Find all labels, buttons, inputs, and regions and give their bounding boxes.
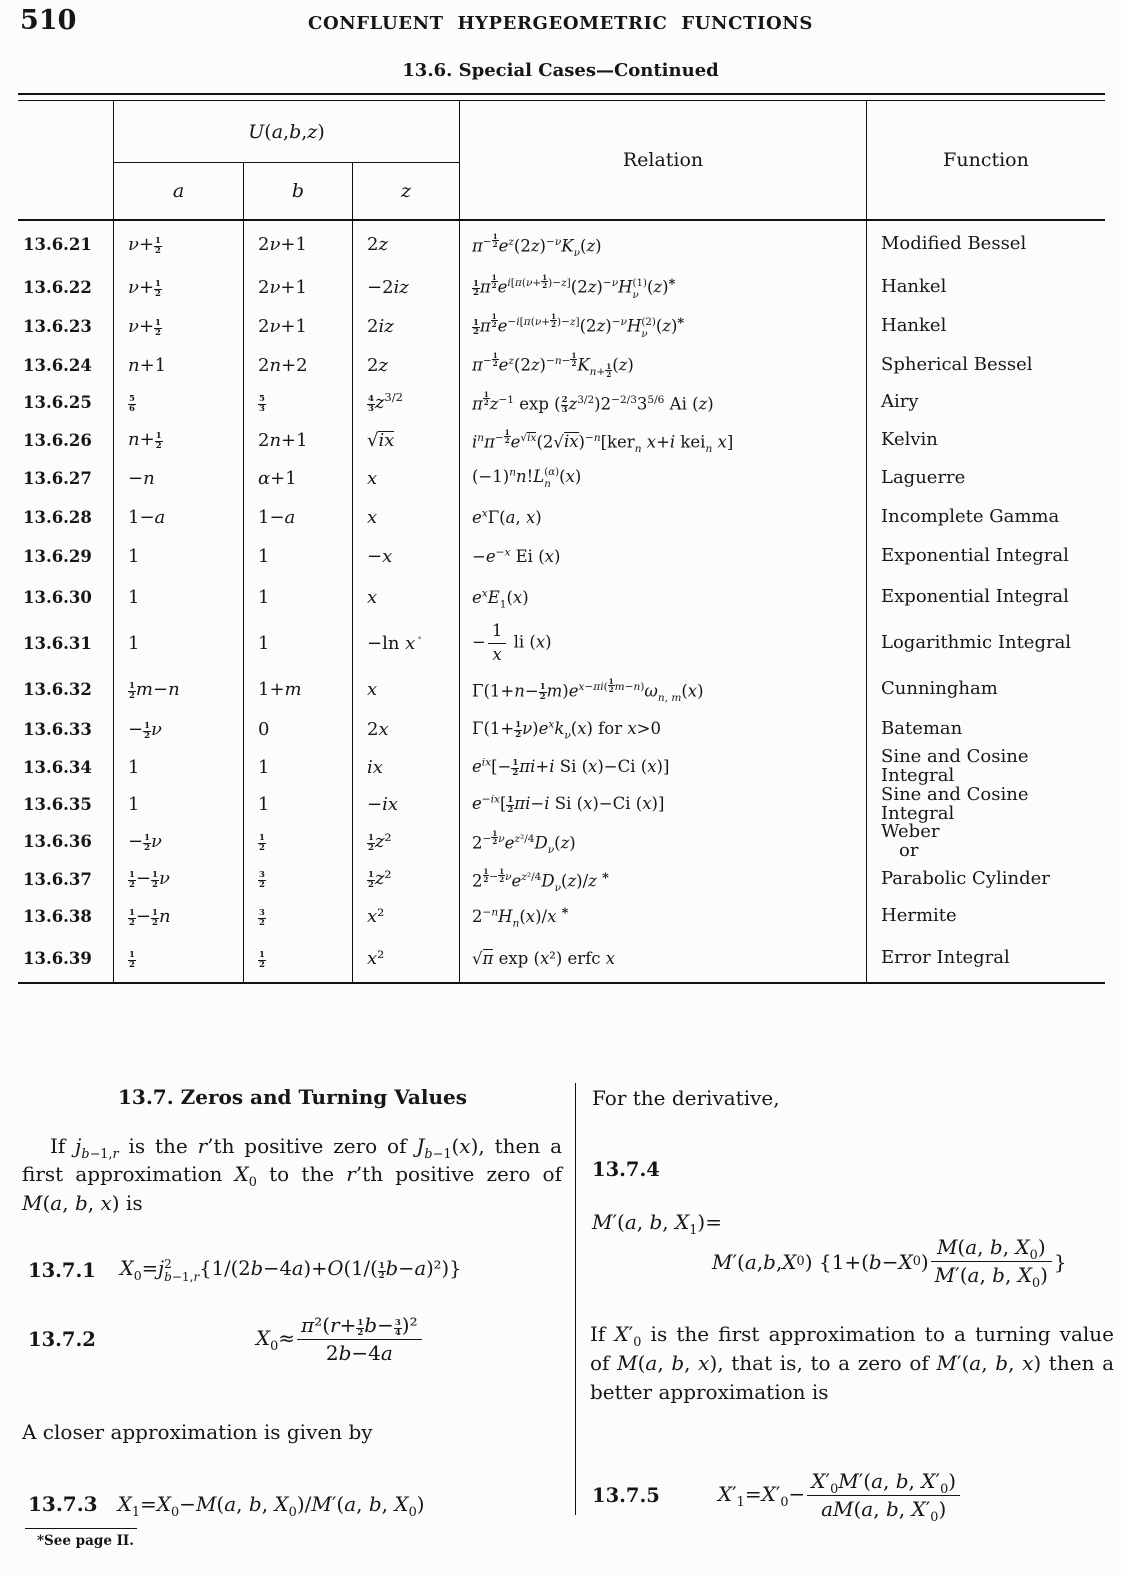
- function-cell: Kelvin: [866, 421, 1105, 459]
- relation-cell: √π exp (x²) erfc x: [459, 935, 866, 982]
- entry-number: 13.6.37: [23, 869, 92, 889]
- param-b-cell: $\frac{1}{2}$: [243, 935, 352, 982]
- equation-label: 13.7.3: [28, 1492, 98, 1516]
- param-z-cell: 2iz: [352, 307, 459, 346]
- section-13-7-paragraph-3: If $X'_0$ is the first approximation to a turning value of M(a, b, x), that is, to a zero of M′(a, b, x) then a better approximation is: [590, 1322, 1115, 1404]
- function-cell: Hermite: [866, 898, 1105, 935]
- param-a-cell: ν+ $\frac{1}{2}$: [113, 268, 243, 307]
- column-header-u-abz: U ( a , b , z ): [113, 101, 459, 163]
- param-b-cell: α+1: [243, 459, 352, 498]
- entry-number: 13.6.32: [23, 680, 92, 699]
- param-z-cell: $\frac{1}{2}$ z²: [352, 860, 459, 898]
- function-cell: Sine and Cosine Integral: [866, 748, 1105, 786]
- equation-formula: $X_0=j$ 2 b−1,r {1/(2b−4a)+O(1/( $\frac{1}{2}$ b−a)²)}: [119, 1256, 462, 1285]
- param-z-cell: −ln x °: [352, 619, 459, 668]
- table-caption: 13.6. Special Cases—Continued: [402, 60, 719, 81]
- entry-number: 13.6.31: [23, 634, 92, 653]
- relation-cell: $\pi^{- \frac{1}{2}}$ $e^z(2z)^{-n- \frac{1}{2}}$ $K_{n+ \frac{1}{2}}$ (z): [459, 346, 866, 384]
- param-z-cell: −x: [352, 537, 459, 576]
- relation-cell: $\frac{1}{2}$ π $^{\frac{1}{2}}$ $e^{i[\pi(\nu+ \frac{1}{2} )-z]}(2z)^{-\nu}H$ (1) ν (z)*: [459, 268, 866, 307]
- param-z-cell: 2z: [352, 346, 459, 384]
- footnote: *See page II.: [37, 1533, 134, 1549]
- relation-cell: $i^n\pi^{- \frac{1}{2}}$ $e^{√ix}(2√ix)^{-n}[ker_n$ x+i kei$_n$ x]: [459, 421, 866, 459]
- column-header-z: z: [352, 163, 459, 219]
- relation-cell: $2^{-n}H_n(x)/x$ *: [459, 898, 866, 935]
- param-b-cell: 2n+2: [243, 346, 352, 384]
- column-header-relation: Relation: [459, 101, 866, 219]
- param-b-cell: 1: [243, 786, 352, 823]
- section-13-7-paragraph-1: If $j_{b-1,r}$ is the r’th positive zero of $J_{b-1}(x)$, then a first approximation $X_0$ to the r’th positive zero of M(a, b, x) is: [22, 1134, 563, 1215]
- param-a-cell: 1: [113, 748, 243, 786]
- param-a-cell: ν+ $\frac{1}{2}$: [113, 307, 243, 346]
- table-body: [18, 221, 1105, 984]
- param-z-cell: −2iz: [352, 268, 459, 307]
- equation-formula: $X_1=X_0-M(a$, b, $X_0)/M'(a$, b, $X_0$): [117, 1492, 425, 1520]
- function-cell: Incomplete Gamma: [866, 498, 1105, 537]
- relation-cell: $2^{- \frac{1}{2} \nu}e^{z^2/4}D_\nu(z)$: [459, 823, 866, 860]
- equation-13-7-5: [592, 1468, 962, 1523]
- derivative-intro: For the derivative,: [592, 1086, 780, 1110]
- relation-cell: $e^x\Gamma(a$, x): [459, 498, 866, 537]
- entry-number: 13.6.28: [23, 508, 92, 527]
- equation-label: 13.7.2: [28, 1328, 96, 1351]
- function-cell: Parabolic Cylinder: [866, 860, 1105, 898]
- equation-13-7-3: [28, 1492, 425, 1520]
- param-z-cell: x²: [352, 898, 459, 935]
- relation-cell: $e^xE_1(x)$: [459, 576, 866, 619]
- equation-formula: $X_0\approx$ π²(r+ $\frac{1}{2}$ b− $\frac{3}{4}$ )² 2b−4a: [256, 1312, 424, 1367]
- entry-number: 13.6.23: [23, 317, 92, 336]
- param-b-cell: 1−a: [243, 498, 352, 537]
- relation-cell: π $^{\frac{1}{2}}$ $z^{-1}$ exp ( $\frac{2}{3}$ $z^{3/2})2^{-2/3}3^{5/6}$ Ai (z): [459, 384, 866, 421]
- function-cell: Spherical Bessel: [866, 346, 1105, 384]
- param-z-cell: ix: [352, 748, 459, 786]
- param-z-cell: 2x: [352, 711, 459, 748]
- param-b-cell: 2ν+1: [243, 307, 352, 346]
- param-a-cell: 1: [113, 537, 243, 576]
- entry-number: 13.6.27: [23, 469, 92, 488]
- equation-label: 13.7.5: [592, 1484, 660, 1507]
- special-cases-table: [18, 93, 1105, 984]
- function-cell: Airy: [866, 384, 1105, 421]
- column-header-a: a: [113, 163, 243, 219]
- relation-cell: $e^{-ix}$[ $\frac{1}{2}$ πi−i Si (x)−Ci (x)]: [459, 786, 866, 823]
- section-13-7-paragraph-2: A closer approximation is given by: [22, 1420, 373, 1444]
- param-z-cell: $\frac{1}{2}$ z²: [352, 823, 459, 860]
- function-cell: Sine and Cosine Integral: [866, 786, 1105, 823]
- param-b-cell: 0: [243, 711, 352, 748]
- section-13-7-heading: 13.7. Zeros and Turning Values: [117, 1085, 468, 1109]
- param-a-cell: ν+ $\frac{1}{2}$: [113, 221, 243, 268]
- param-b-cell: $\frac{3}{2}$: [243, 860, 352, 898]
- param-a-cell: 1: [113, 786, 243, 823]
- param-b-cell: 2ν+1: [243, 268, 352, 307]
- entry-number: 13.6.21: [23, 235, 92, 254]
- param-z-cell: x: [352, 498, 459, 537]
- param-z-cell: x: [352, 576, 459, 619]
- param-b-cell: 1: [243, 619, 352, 668]
- entry-number: 13.6.36: [23, 832, 92, 851]
- entry-number: 13.6.29: [23, 547, 92, 566]
- relation-cell: $-e^{-x}$ Ei (x): [459, 537, 866, 576]
- function-cell: Error Integral: [866, 935, 1105, 982]
- relation-cell: $\pi^{- \frac{1}{2}}$ $e^z(2z)^{-\nu}K_\nu(z)$: [459, 221, 866, 268]
- footnote-rule: [25, 1528, 137, 1529]
- param-a-cell: $\frac{5}{6}$: [113, 384, 243, 421]
- param-a-cell: n+ $\frac{1}{2}$: [113, 421, 243, 459]
- entry-number: 13.6.34: [23, 757, 92, 777]
- param-a-cell: $\frac{1}{2}$: [113, 935, 243, 982]
- param-a-cell: 1: [113, 576, 243, 619]
- entry-number: 13.6.25: [23, 393, 92, 412]
- column-header-function: Function: [866, 101, 1105, 219]
- equation-formula: $X'_1=X'_0-$ $\frac{X'_0M'(a, b, X'_0)}{aM(a, b, X'_0)}$: [718, 1468, 962, 1523]
- param-a-cell: $\frac{1}{2}$ − $\frac{1}{2}$ n: [113, 898, 243, 935]
- param-b-cell: 2ν+1: [243, 221, 352, 268]
- relation-cell: Γ(1+n− $\frac{1}{2}$ $m)e^{x-\pi i( \frac{1}{2} m-n)}\omega_{n, m}(x)$: [459, 668, 866, 711]
- function-cell: Exponential Integral: [866, 537, 1105, 576]
- function-cell: Cunningham: [866, 668, 1105, 711]
- relation-cell: Γ(1+ $\frac{1}{2}$ $\nu)e^xk_\nu(x)$ for x>0: [459, 711, 866, 748]
- param-z-cell: √ix: [352, 421, 459, 459]
- param-b-cell: 1: [243, 576, 352, 619]
- function-cell: Modified Bessel: [866, 221, 1105, 268]
- column-header-b: b: [243, 163, 352, 219]
- running-title: CONFLUENT HYPERGEOMETRIC FUNCTIONS: [308, 13, 813, 34]
- page-number: 510: [20, 5, 77, 36]
- function-cell: Hankel: [866, 307, 1105, 346]
- param-b-cell: 2n+1: [243, 421, 352, 459]
- param-z-cell: −ix: [352, 786, 459, 823]
- relation-cell: − $\frac{1}{x}$ li (x): [459, 619, 866, 668]
- entry-number: 13.6.22: [23, 278, 92, 297]
- relation-cell: $e^{ix}[-$ $\frac{1}{2}$ πi+i Si (x)−Ci (x)]: [459, 748, 866, 786]
- param-b-cell: 1: [243, 537, 352, 576]
- param-b-cell: $\frac{3}{2}$: [243, 898, 352, 935]
- param-a-cell: −n: [113, 459, 243, 498]
- table-header: [18, 101, 1105, 221]
- column-divider: [575, 1083, 576, 1515]
- entry-number: 13.6.24: [23, 355, 92, 375]
- function-cell: Bateman: [866, 711, 1105, 748]
- relation-cell: $\frac{1}{2}$ π $^{\frac{1}{2}}$ $e^{-i[\pi(\nu+ \frac{1}{2} )-z]}(2z)^{-\nu}H$ (2) ν (z)*: [459, 307, 866, 346]
- param-z-cell: x²: [352, 935, 459, 982]
- equation-13-7-4-label: 13.7.4: [592, 1158, 660, 1181]
- param-z-cell: 2z: [352, 221, 459, 268]
- param-b-cell: $\frac{1}{2}$: [243, 823, 352, 860]
- param-a-cell: n+1: [113, 346, 243, 384]
- equation-13-7-4-line1: M′(a, b, $X_1)=$: [592, 1210, 722, 1238]
- entry-number: 13.6.38: [23, 907, 92, 926]
- param-a-cell: − $\frac{1}{2}$ ν: [113, 711, 243, 748]
- param-z-cell: $\frac{4}{3}$ $z^{3/2}$: [352, 384, 459, 421]
- table-top-rule: [18, 93, 1105, 101]
- param-z-cell: x: [352, 459, 459, 498]
- param-b-cell: 1+m: [243, 668, 352, 711]
- param-a-cell: 1−a: [113, 498, 243, 537]
- function-cell: Weber or: [866, 823, 1105, 860]
- equation-label: 13.7.1: [28, 1259, 96, 1283]
- function-cell: Logarithmic Integral: [866, 619, 1105, 668]
- relation-cell: 2 $^{\frac{1}{2} - \frac{1}{2} \nu}e^{z^2/4}D_\nu(z)/z$ *: [459, 860, 866, 898]
- param-a-cell: $\frac{1}{2}$ − $\frac{1}{2}$ ν: [113, 860, 243, 898]
- equation-13-7-2: [28, 1312, 424, 1367]
- relation-cell: $(-1)^nn!L$ (α) n (x): [459, 459, 866, 498]
- param-a-cell: $\frac{1}{2}$ m−n: [113, 668, 243, 711]
- param-z-cell: x: [352, 668, 459, 711]
- entry-number: 13.6.39: [23, 949, 92, 968]
- entry-number: 13.6.30: [23, 588, 92, 607]
- param-a-cell: 1: [113, 619, 243, 668]
- entry-number: 13.6.33: [23, 720, 92, 739]
- function-cell: Exponential Integral: [866, 576, 1105, 619]
- equation-13-7-4-line2: M ′( a , b , X 0 ) {1+( b − X 0 ) M(a, b, $X_0$) M′(a, b, $X_0$) }: [712, 1235, 1067, 1291]
- function-cell: Laguerre: [866, 459, 1105, 498]
- column-header-entry: [18, 101, 113, 219]
- param-b-cell: 1: [243, 748, 352, 786]
- param-a-cell: − $\frac{1}{2}$ ν: [113, 823, 243, 860]
- entry-number: 13.6.35: [23, 795, 92, 814]
- function-cell: Hankel: [866, 268, 1105, 307]
- entry-number: 13.6.26: [23, 430, 92, 450]
- param-b-cell: $\frac{5}{3}$: [243, 384, 352, 421]
- equation-13-7-1: [28, 1257, 462, 1285]
